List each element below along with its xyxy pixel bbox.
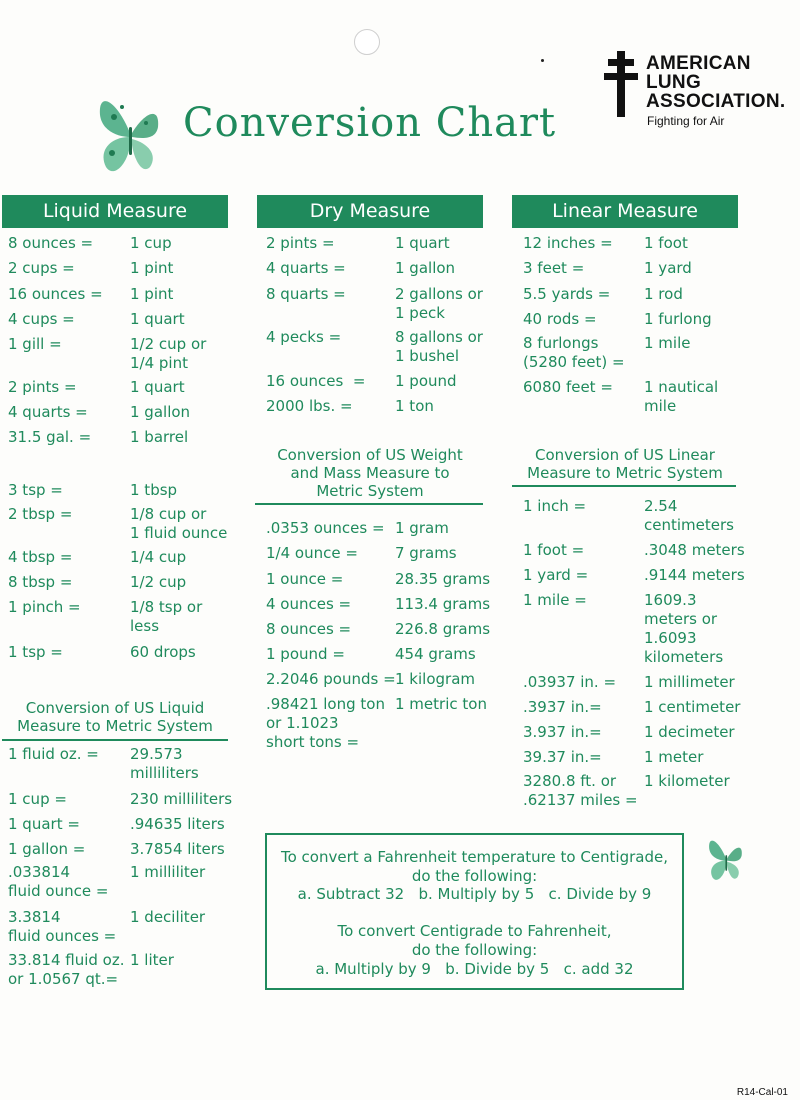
liquid-metric-row-from: .033814 fluid ounce = bbox=[8, 863, 109, 900]
linear-metric-row-from: .3937 in.= bbox=[523, 698, 602, 716]
liquid-row-from: 31.5 gal. = bbox=[8, 428, 92, 446]
liquid-row-to: 1 pint bbox=[130, 259, 174, 277]
liquid-metric-row-to: 1 milliliter bbox=[130, 863, 206, 881]
linear-metric-heading: Conversion of US Linear Measure to Metric System bbox=[527, 446, 723, 482]
punch-hole bbox=[354, 29, 380, 55]
linear-row-to: 1 rod bbox=[644, 285, 683, 303]
liquid-metric-row-to: 1 liter bbox=[130, 951, 174, 969]
liquid-metric-row-to: 1 deciliter bbox=[130, 908, 206, 926]
linear-metric-row-from: 1 yard = bbox=[523, 566, 589, 584]
linear-metric-row-from: 1 foot = bbox=[523, 541, 585, 559]
weight-metric-row-to: 226.8 grams bbox=[395, 620, 491, 638]
f-to-c-title: To convert a Fahrenheit temperature to Centigrade, do the following: bbox=[281, 848, 668, 885]
liquid-row-to: 1/2 cup or 1/4 pint bbox=[130, 335, 207, 372]
liquid-row-from: 4 quarts = bbox=[8, 403, 88, 421]
liquid-row-from: 8 tbsp = bbox=[8, 573, 73, 591]
c-to-f-steps: a. Multiply by 9 b. Divide by 5 c. add 32 bbox=[315, 960, 634, 978]
liquid-metric-row-from: 3.3814 fluid ounces = bbox=[8, 908, 117, 945]
f-to-c-steps: a. Subtract 32 b. Multiply by 5 c. Divide by 9 bbox=[297, 885, 652, 903]
dry-row-from: 16 ounces = bbox=[266, 372, 366, 390]
linear-metric-row-to: 2.54 centimeters bbox=[644, 497, 734, 534]
linear-metric-row-from: 3280.8 ft. or .62137 miles = bbox=[523, 772, 638, 809]
linear-row-from: 8 furlongs (5280 feet) = bbox=[523, 334, 625, 371]
weight-metric-row-from: 1/4 ounce = bbox=[266, 544, 358, 562]
dry-row-to: 1 gallon bbox=[395, 259, 456, 277]
liquid-metric-row-from: 1 quart = bbox=[8, 815, 80, 833]
liquid-row-from: 8 ounces = bbox=[8, 234, 94, 252]
liquid-row-from: 1 pinch = bbox=[8, 598, 81, 616]
dry-row-from: 2 pints = bbox=[266, 234, 335, 252]
linear-metric-row-to: 1 meter bbox=[644, 748, 704, 766]
linear-metric-rule bbox=[512, 485, 736, 487]
liquid-metric-row-to: .94635 liters bbox=[130, 815, 225, 833]
lorraine-cross-icon bbox=[604, 51, 638, 117]
liquid-row-to: 1 barrel bbox=[130, 428, 189, 446]
c-to-f-title: To convert Centigrade to Fahrenheit, do the following: bbox=[337, 922, 612, 959]
liquid-row-to: 60 drops bbox=[130, 643, 196, 661]
liquid-metric-row-to: 230 milliliters bbox=[130, 790, 233, 808]
linear-metric-row-from: 1 inch = bbox=[523, 497, 587, 515]
liquid-metric-row-to: 29.573 milliliters bbox=[130, 745, 199, 782]
linear-metric-row-to: 1 decimeter bbox=[644, 723, 735, 741]
linear-metric-row-to: 1 centimeter bbox=[644, 698, 741, 716]
liquid-row-from: 1 gill = bbox=[8, 335, 62, 353]
linear-row-from: 5.5 yards = bbox=[523, 285, 611, 303]
weight-metric-row-to: 454 grams bbox=[395, 645, 476, 663]
liquid-row-to: 1/8 cup or 1 fluid ounce bbox=[130, 505, 228, 542]
weight-metric-rule bbox=[255, 503, 483, 505]
linear-row-to: 1 mile bbox=[644, 334, 691, 352]
weight-metric-row-to: 7 grams bbox=[395, 544, 457, 562]
linear-row-to: 1 foot bbox=[644, 234, 688, 252]
linear-row-from: 40 rods = bbox=[523, 310, 597, 328]
weight-metric-row-from: 1 pound = bbox=[266, 645, 345, 663]
dry-row-to: 1 pound bbox=[395, 372, 457, 390]
weight-metric-heading: Conversion of US Weight and Mass Measure to Metric System bbox=[277, 446, 463, 500]
liquid-metric-row-to: 3.7854 liters bbox=[130, 840, 225, 858]
liquid-row-from: 4 tbsp = bbox=[8, 548, 73, 566]
liquid-row-to: 1 cup bbox=[130, 234, 172, 252]
dry-row-from: 8 quarts = bbox=[266, 285, 346, 303]
linear-metric-row-from: 3.937 in.= bbox=[523, 723, 602, 741]
weight-metric-row-to: 1 kilogram bbox=[395, 670, 476, 688]
weight-metric-row-from: 8 ounces = bbox=[266, 620, 352, 638]
liquid-metric-row-from: 1 cup = bbox=[8, 790, 67, 808]
liquid-row-to: 1 quart bbox=[130, 378, 185, 396]
linear-row-to: 1 nautical mile bbox=[644, 378, 719, 415]
liquid-measure-header: Liquid Measure bbox=[2, 195, 228, 228]
liquid-row-from: 16 ounces = bbox=[8, 285, 103, 303]
liquid-row-from: 2 tbsp = bbox=[8, 505, 73, 523]
logo-wordmark: AMERICAN LUNG ASSOCIATION. bbox=[646, 53, 786, 112]
form-code: R14-Cal-01 bbox=[736, 1087, 788, 1098]
linear-row-from: 12 inches = bbox=[523, 234, 613, 252]
liquid-row-from: 1 tsp = bbox=[8, 643, 63, 661]
liquid-row-to: 1/2 cup bbox=[130, 573, 187, 591]
butterfly-icon bbox=[96, 93, 164, 175]
linear-metric-row-from: 1 mile = bbox=[523, 591, 587, 609]
liquid-row-to: 1 gallon bbox=[130, 403, 191, 421]
linear-row-from: 3 feet = bbox=[523, 259, 585, 277]
dry-row-from: 4 quarts = bbox=[266, 259, 346, 277]
linear-metric-row-to: 1609.3 meters or 1.6093 kilometers bbox=[644, 591, 724, 666]
liquid-row-to: 1/8 tsp or less bbox=[130, 598, 203, 635]
weight-metric-row-to: 28.35 grams bbox=[395, 570, 491, 588]
weight-metric-row-to: 1 gram bbox=[395, 519, 449, 537]
linear-metric-row-from: .03937 in. = bbox=[523, 673, 617, 691]
liquid-metric-row-from: 1 fluid oz. = bbox=[8, 745, 99, 763]
dry-row-to: 1 ton bbox=[395, 397, 434, 415]
linear-row-to: 1 furlong bbox=[644, 310, 712, 328]
liquid-row-to: 1 quart bbox=[130, 310, 185, 328]
liquid-row-from: 2 pints = bbox=[8, 378, 77, 396]
weight-metric-row-from: 1 ounce = bbox=[266, 570, 344, 588]
dry-row-to: 8 gallons or 1 bushel bbox=[395, 328, 483, 365]
linear-measure-header: Linear Measure bbox=[512, 195, 738, 228]
weight-metric-row-to: 1 metric ton bbox=[395, 695, 487, 713]
linear-metric-row-to: 1 kilometer bbox=[644, 772, 730, 790]
liquid-row-to: 1/4 cup bbox=[130, 548, 187, 566]
weight-metric-row-from: .0353 ounces = bbox=[266, 519, 385, 537]
linear-row-to: 1 yard bbox=[644, 259, 692, 277]
dry-row-from: 2000 lbs. = bbox=[266, 397, 353, 415]
dry-measure-header: Dry Measure bbox=[257, 195, 483, 228]
dry-row-to: 1 quart bbox=[395, 234, 450, 252]
speck bbox=[541, 59, 544, 62]
liquid-metric-rule bbox=[2, 739, 228, 741]
linear-metric-row-to: .9144 meters bbox=[644, 566, 745, 584]
liquid-metric-heading: Conversion of US Liquid Measure to Metric System bbox=[17, 699, 213, 735]
butterfly-small-icon bbox=[706, 836, 746, 882]
liquid-row-to: 1 pint bbox=[130, 285, 174, 303]
weight-metric-row-from: 4 ounces = bbox=[266, 595, 352, 613]
page-title: Conversion Chart bbox=[183, 100, 557, 146]
liquid-row-from: 2 cups = bbox=[8, 259, 75, 277]
liquid-row-from: 4 cups = bbox=[8, 310, 75, 328]
linear-row-from: 6080 feet = bbox=[523, 378, 613, 396]
dry-row-from: 4 pecks = bbox=[266, 328, 342, 346]
liquid-metric-row-from: 1 gallon = bbox=[8, 840, 86, 858]
liquid-row-to: 1 tbsp bbox=[130, 481, 178, 499]
linear-metric-row-to: .3048 meters bbox=[644, 541, 745, 559]
linear-metric-row-to: 1 millimeter bbox=[644, 673, 735, 691]
weight-metric-row-from: .98421 long ton or 1.1023 short tons = bbox=[266, 695, 385, 751]
weight-metric-row-from: 2.2046 pounds = bbox=[266, 670, 396, 688]
liquid-metric-row-from: 33.814 fluid oz. or 1.0567 qt.= bbox=[8, 951, 125, 988]
linear-metric-row-from: 39.37 in.= bbox=[523, 748, 602, 766]
dry-row-to: 2 gallons or 1 peck bbox=[395, 285, 483, 322]
logo-tagline: Fighting for Air bbox=[647, 114, 725, 128]
liquid-row-from: 3 tsp = bbox=[8, 481, 63, 499]
weight-metric-row-to: 113.4 grams bbox=[395, 595, 491, 613]
